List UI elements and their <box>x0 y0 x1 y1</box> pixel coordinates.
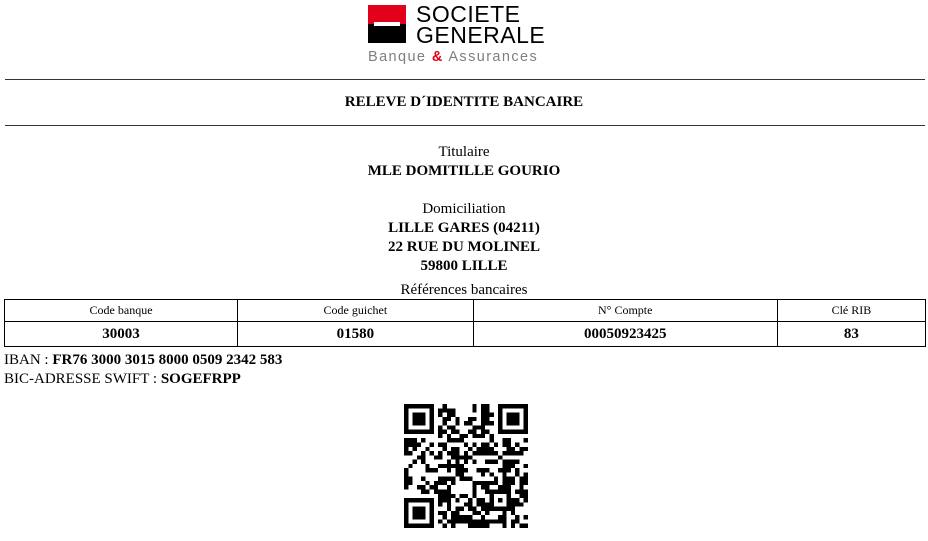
header-code-banque: Code banque <box>5 300 238 322</box>
domiciliation-city: 59800 LILLE <box>420 258 508 274</box>
bank-logo <box>368 1 568 67</box>
table-row <box>5 322 926 347</box>
title-divider <box>5 125 925 126</box>
iban-line <box>4 351 282 370</box>
header-numero-compte: N° Compte <box>473 300 777 322</box>
bic-label: BIC-ADRESSE SWIFT : <box>4 371 161 387</box>
logo-name-line2: GENERALE <box>416 22 546 48</box>
domiciliation-street: 22 RUE DU MOLINEL <box>387 239 541 255</box>
value-code-guichet: 01580 <box>238 322 474 347</box>
value-code-banque: 30003 <box>5 322 238 347</box>
header-code-guichet: Code guichet <box>238 300 474 322</box>
bank-references-table <box>4 299 926 347</box>
document-title: RELEVE D´IDENTITE BANCAIRE <box>344 94 584 110</box>
qr-code-icon <box>404 404 528 528</box>
logo-name-line1: SOCIETE <box>416 1 521 27</box>
value-cle-rib: 83 <box>777 322 925 347</box>
tagline-amp: & <box>431 49 444 65</box>
tagline-part2: Assurances <box>448 49 539 65</box>
table-header-row <box>5 300 926 322</box>
domiciliation-branch: LILLE GARES (04211) <box>388 220 540 236</box>
header-cle-rib: Clé RIB <box>777 300 925 322</box>
iban-label: IBAN : <box>4 352 53 368</box>
top-divider <box>5 79 925 80</box>
logo-wordmark <box>416 1 546 48</box>
domiciliation-label: Domiciliation <box>422 201 506 217</box>
tagline-part1: Banque <box>368 49 427 65</box>
logo-mark-icon <box>368 5 406 43</box>
iban-value: FR76 3000 3015 8000 0509 2342 583 <box>52 352 283 368</box>
references-label: Références bancaires <box>400 282 528 298</box>
logo-tagline <box>368 49 568 65</box>
holder-label: Titulaire <box>438 144 490 160</box>
bic-line <box>4 370 241 389</box>
holder-name: MLE DOMITILLE GOURIO <box>367 163 561 179</box>
bic-value: SOGEFRPP <box>160 371 241 387</box>
value-numero-compte: 00050923425 <box>473 322 777 347</box>
